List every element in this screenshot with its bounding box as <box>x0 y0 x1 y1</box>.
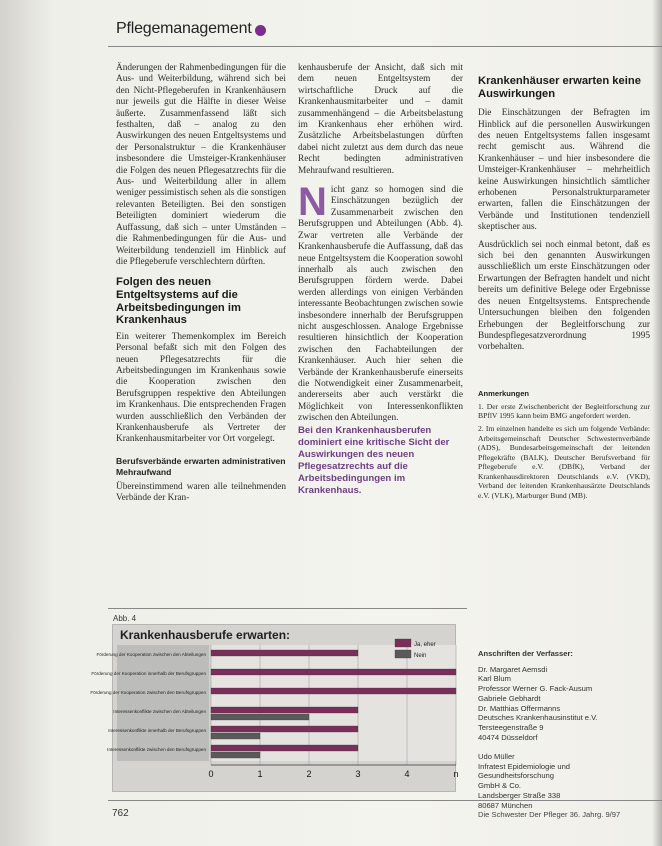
col1-paragraph-2: Ein weiterer Themenkomplex im Bereich Personal befaßt sich mit den Folgen des neuen Pflegesatzrechts für die Arbeitsbedingungen im Krankenhaus sowie die Kooperation zwischen den Berufsgruppen respektive den Abteilungen im Krankenhaus. Die entsprechenden Fragen wurden ausschließlich den Verbänden der Krankenhausberufe als Vertreter der Krankenhausmitarbeiter vor Ort vorgelegt. <box>116 331 286 445</box>
section-header: Pflegemanagement <box>116 20 252 37</box>
x-tick-label: 3 <box>355 769 361 779</box>
col2-paragraph-2 <box>298 180 463 425</box>
col1-paragraph-3: Übereinstimmend waren alle teilnehmenden Verbände der Kran- <box>116 481 286 504</box>
address-line: Karl Blum <box>478 674 511 684</box>
address-line: 80687 München <box>478 800 533 810</box>
author-addresses <box>478 649 648 810</box>
plot-area <box>211 645 456 761</box>
figure-label: Abb. 4 <box>113 614 137 623</box>
col1-subheading: Berufsverbände erwarten administrativen Mehraufwand <box>116 455 286 477</box>
col3-paragraph-1: Die Einschätzungen der Befragten im Hinblick auf die personellen Auswirkungen des neuen Entgeltsystems fallen insgesamt recht gemischt aus. Während die Krankenhäuser – und hier insbesondere die Umsteiger-Krankenhäuser – mehrheitlich keine Auswirkungen hinsichtlich sämtlicher erhobenen Personalstrukturparameter erwarten, fallen die Einschätzungen der Verbände und Institutionen tendenziell skeptischer aus. <box>478 108 650 233</box>
footer-rule <box>108 800 662 801</box>
address-line: Infratest Epidemiologie und <box>478 761 571 771</box>
bar-chart <box>90 624 459 792</box>
address-line: GmbH & Co. <box>478 781 522 791</box>
bar-nein <box>211 733 260 739</box>
address-line: Tersteegenstraße 9 <box>478 722 544 732</box>
col3-paragraph-2: Ausdrücklich sei noch einmal betont, daß es sich bei den genannten Auswirkungen ausschließlich um erste Einschätzungen oder Erwartungen der Befragten handelt und nicht bereits um definitive Belege oder Ergebnisse des neuen Entgeltsystems. Entsprechende Untersuchungen bleiben den folgenden Erhebungen der Begleitforschung zur Bundespflegesatzverordnung 1995 vorbehalten. <box>478 239 650 353</box>
chart-title: Krankenhausberufe erwarten: <box>120 628 291 642</box>
legend-label: Nein <box>414 653 427 659</box>
bar-ja <box>211 650 358 656</box>
col1-heading: Folgen des neuen Entgeltsystems auf die Arbeitsbedingungen im Krankenhaus <box>116 276 241 327</box>
x-tick-label: 4 <box>404 769 410 779</box>
header-rule <box>108 46 662 47</box>
bar-nein <box>211 752 260 758</box>
address-line <box>478 742 648 752</box>
address-line: Gabriele Gebhardt <box>478 693 541 703</box>
legend-swatch <box>395 639 411 647</box>
legend-label: Ja, eher <box>414 642 436 648</box>
address-line: Professor Werner G. Fack-Ausum <box>478 684 593 694</box>
col2-paragraph-1: kenhausberufe der Ansicht, daß sich mit dem neuen Entgeltsystem der wirtschaftliche Druck auf die Krankenhausmitarbeiter und – damit zusammenhängend – die Arbeitsbelastung im Krankenhaus eher erhöhen wird. Zusätzliche Arbeitsbelastungen dürften dabei nicht zuletzt aus dem durch das neue Recht bedingten administrativen Mehraufwand resultieren. <box>298 63 463 176</box>
col3-heading: Krankenhäuser erwarten keine Auswirkungen <box>478 75 641 100</box>
category-label: Interessenkonflikte zwischen den Abteilungen <box>113 709 206 714</box>
category-label: Interessenkonflikte zwischen den Berufsgruppen <box>107 747 206 752</box>
x-tick-label: 0 <box>208 769 214 779</box>
address-line: Udo Müller <box>478 752 515 762</box>
category-label: Förderung der Kooperation innerhalb der Berufsgruppen <box>91 671 206 676</box>
bar-ja <box>211 707 358 713</box>
column-3 <box>478 75 650 501</box>
address-line: Landsberger Straße 338 <box>478 790 561 800</box>
category-label: Förderung der Kooperation zwischen den Abteilungen <box>96 652 206 657</box>
column-1 <box>116 63 286 505</box>
pull-quote: Bei den Krankenhausberufen dominiert eine kritische Sicht der Auswirkungen des neuen Pflegesatzrechts auf die Arbeitsbedingungen im Krankenhaus. <box>298 424 450 496</box>
address-line: Dr. Matthias Offermanns <box>478 703 561 713</box>
note-1: 1. Der erste Zwischenbericht der Begleitforschung zur BPflV 1995 kann beim BMG angefordert werden. <box>478 401 650 421</box>
category-panel <box>117 645 209 761</box>
legend-swatch <box>395 650 411 658</box>
figure-rule <box>108 608 467 609</box>
column-2 <box>298 63 463 497</box>
bar-ja <box>211 669 456 675</box>
address-lines <box>478 665 648 811</box>
issue-line: Die Schwester Der Pfleger 36. Jahrg. 9/97 <box>478 810 621 819</box>
col1-paragraph-1: Änderungen der Rahmenbedingungen für die Aus- und Weiterbildung, während sich bei den Nicht-Pflegeberufen in Krankenhäusern nur jeweils gut die Hälfte in dieser Weise äußerte. Zusammenfassend läßt sich festhalten, daß – analog zu den Auswirkungen des neuen Entgeltsystems und der Personalstruktur – die Krankenhäuser insbesondere die Umsteiger-Krankenhäuser die Folgen des neuen Pflegesatzrechts für die Aus- und Weiterbildung aller in allem weniger pessimistisch sehen als die sonstigen relevanten Beteiligten. Bei den sonstigen Beteiligten dominiert wiederum die Auffassung, daß sich – unter Umständen – die Rahmenbedingungen für die Aus- und Weiterbildung tendenziell im Hinblick auf die Pflegeberufe verschlechtern dürften. <box>116 63 286 267</box>
x-tick-label: 1 <box>257 769 263 779</box>
category-label: Interessenkonflikte innerhalb der Berufsgruppen <box>108 728 206 733</box>
note-2: 2. Im einzelnen handelte es sich um folgende Verbände: Arbeitsgemeinschaft Deutscher Schwesternverbände (ADS), Bundesarbeitsgemeinschaft der leitenden Pflegekräfte (BALK), Deutscher Berufsverband für Pflegeberufe e.V. (DBfK), Verband der Krankenhausdirektoren Deutschlands e.V. (VKD), Verband der leitenden Krankenhausärzte Deutschlands e.V. (VLK), Marburger Bund (MB). <box>478 423 650 501</box>
category-label: Förderung der Kooperation zwischen den Berufsgruppen <box>90 690 206 695</box>
drop-cap: N <box>298 180 327 225</box>
x-tick-label: 2 <box>306 769 312 779</box>
col2-paragraph-2-text: icht ganz so homogen sind die Einschätzungen bezüglich der Zusammenarbeit zwischen den Berufsgruppen und Abteilungen (Abb. 4). Zwar vertreten alle Verbände der Krankenhausberufe die Auffassung, daß das neue Entgeltsystem die Kooperation sowohl innerhalb als auch zwischen den Berufsgruppen fördern werde. Dabei werden allerdings von einigen Verbänden interessante Beobachtungen zwischen sowie insbesondere innerhalb der Berufsgruppen nicht ausgeschlossen. Analoge Ergebnisse resultieren hinsichtlich der Kooperation zwischen den Fachabteilungen der Krankenhäuser. Auch hier sehen die Verbände der Krankenhausberufe einerseits die Notwendigkeit einer Zusammenarbeit, andererseits aber auch verstärkt die Möglichkeit von Interessenkonflikten zwischen den Abteilungen. <box>298 185 463 424</box>
notes-title: Anmerkungen <box>478 388 530 398</box>
address-line: 40474 Düsseldorf <box>478 732 538 742</box>
section-dot-icon <box>255 25 266 36</box>
address-title: Anschriften der Verfasser: <box>478 649 573 658</box>
address-line: Gesundheitsforschung <box>478 771 554 781</box>
chart-canvas <box>90 625 459 791</box>
bar-ja <box>211 726 358 732</box>
bar-nein <box>211 714 309 720</box>
bar-ja <box>211 688 456 694</box>
address-line: Dr. Margaret Aemsdi <box>478 664 548 674</box>
page-number: 762 <box>112 808 129 819</box>
bar-ja <box>211 745 358 751</box>
page-shadow <box>652 0 662 846</box>
x-tick-label: n <box>453 769 459 779</box>
address-line: Deutsches Krankenhausinstitut e.V. <box>478 713 598 723</box>
